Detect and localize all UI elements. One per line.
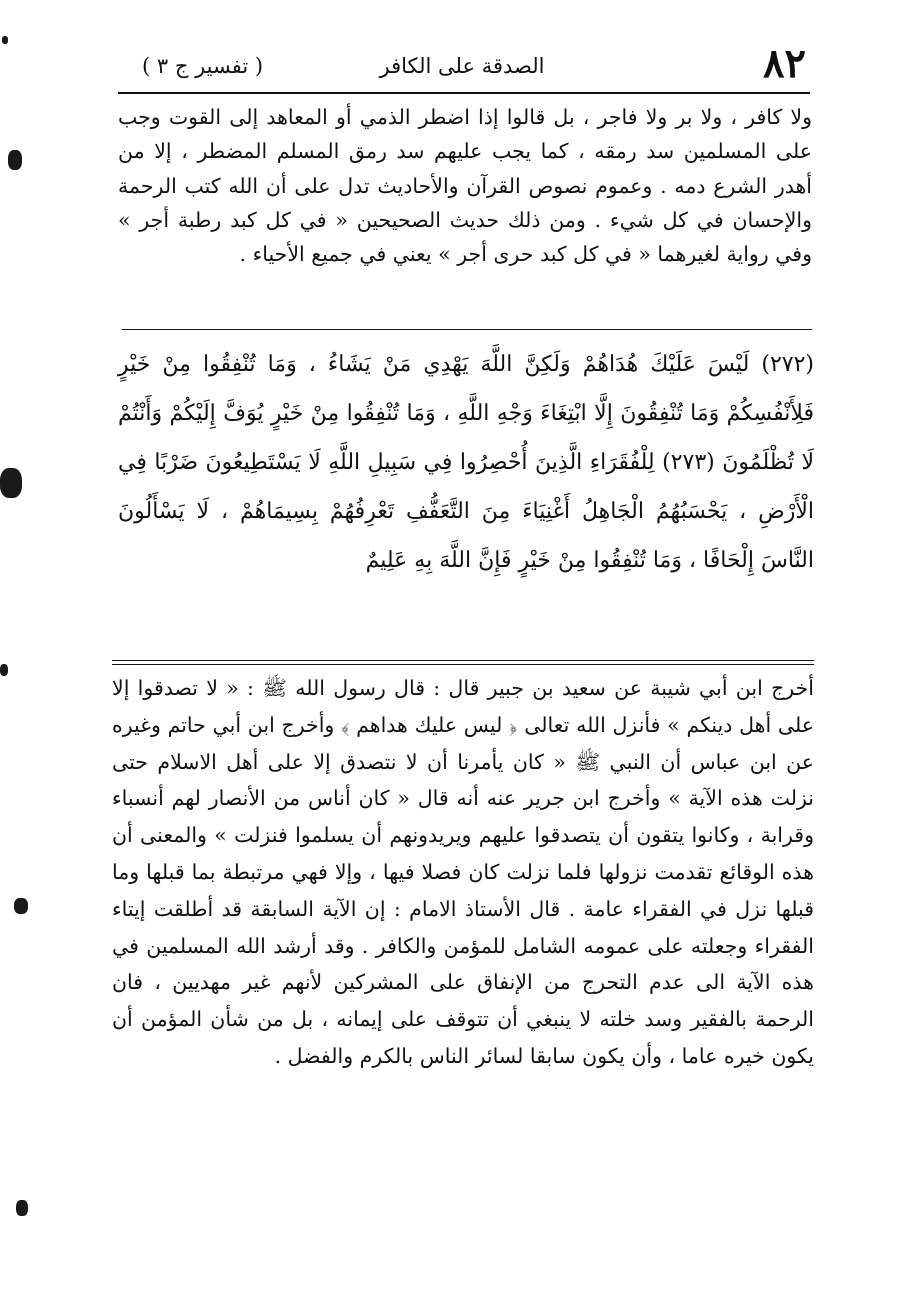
commentary-paragraph: ولا كافر ، ولا بر ولا فاجر ، بل قالوا إذا اضطر الذمي أو المعاهد إلى القوت وجب على المسلمين سد رمقه ، كما يجب عليهم سد رمق المسلم المضطر ، إلا من أهدر الشرع دمه . وعموم نصوص القرآن والأحاديث تدل على أن الله كتب الرحمة والإحسان في كل شيء . ومن ذلك حديث الصحيحين « في كل كبد رطبة أجر » وفي رواية لغيرهما « في كل كبد حرى أجر » يعني في جميع الأحياء . <box>118 105 812 267</box>
section-divider <box>112 660 814 661</box>
section-divider <box>122 329 812 330</box>
quran-verse-section <box>118 340 814 585</box>
notes-section <box>112 670 814 1075</box>
scan-speck <box>16 1200 28 1216</box>
scan-speck <box>14 898 28 914</box>
scan-speck <box>8 150 22 170</box>
section-divider <box>112 664 814 665</box>
scan-speck <box>2 36 8 44</box>
page-number: ٨٢ <box>763 40 806 87</box>
commentary-section <box>118 100 812 271</box>
scan-speck <box>0 468 22 498</box>
notes-paragraph: أخرج ابن أبي شيبة عن سعيد بن جبير قال : قال رسول الله ﷺ : « لا تصدقوا إلا على أهل دينكم » فأنزل الله تعالى ﴿ ليس عليك هداهم ﴾ وأخرج ابن أبي حاتم وغيره عن ابن عباس أن النبي ﷺ « كان يأمرنا أن لا نتصدق إلا على أهل الاسلام حتى نزلت هذه الآية » وأخرج ابن جرير عنه أنه قال « كان أناس من الأنصار لهم أنسباء وقرابة ، وكانوا يتقون أن يتصدقوا عليهم ويريدونهم أن يسلموا فنزلت » والمعنى أن هذه الوقائع تقدمت نزولها فلما نزلت كان فصلا فيها ، وإلا فهي مرتبطة بما قبلها وما قبلها نزل في الفقراء عامة . قال الأستاذ الامام : إن الآية السابقة قد أطلقت إيتاء الفقراء وجعلته على عمومه الشامل للمؤمن والكافر . وقد أرشد الله المسلمين في هذه الآية الى عدم التحرج من الإنفاق على المشركين لأنهم غير مهديين ، فان الرحمة بالفقير وسد خلته لا ينبغي أن تتوقف على إيمانه ، بل من شأن المؤمن أن يكون خيره عاما ، وأن يكون سابقا لسائر الناس بالكرم والفضل . <box>112 676 814 1068</box>
page-header <box>118 40 806 92</box>
running-title: الصدقة على الكافر <box>379 54 545 78</box>
section-reference: ( تفسير ج ٣ ) <box>142 54 264 78</box>
scan-speck <box>0 664 8 676</box>
verse-text: (٢٧٢) لَيْسَ عَلَيْكَ هُدَاهُمْ وَلَكِنَّ اللَّهَ يَهْدِي مَنْ يَشَاءُ ، وَمَا تُنْفِقُوا مِنْ خَيْرٍ فَلِأَنْفُسِكُمْ وَمَا تُنْفِقُونَ إِلَّا ابْتِغَاءَ وَجْهِ اللَّهِ ، وَمَا تُنْفِقُوا مِنْ خَيْرٍ يُوَفَّ إِلَيْكُمْ وَأَنْتُمْ لَا تُظْلَمُونَ (٢٧٣) لِلْفُقَرَاءِ الَّذِينَ أُحْصِرُوا فِي سَبِيلِ اللَّهِ لَا يَسْتَطِيعُونَ ضَرْبًا فِي الْأَرْضِ ، يَحْسَبُهُمُ الْجَاهِلُ أَغْنِيَاءَ مِنَ التَّعَفُّفِ تَعْرِفُهُمْ بِسِيمَاهُمْ ، لَا يَسْأَلُونَ النَّاسَ إِلْحَافًا ، وَمَا تُنْفِقُوا مِنْ خَيْرٍ فَإِنَّ اللَّهَ بِهِ عَلِيمٌ <box>118 352 814 573</box>
header-rule <box>118 92 810 94</box>
